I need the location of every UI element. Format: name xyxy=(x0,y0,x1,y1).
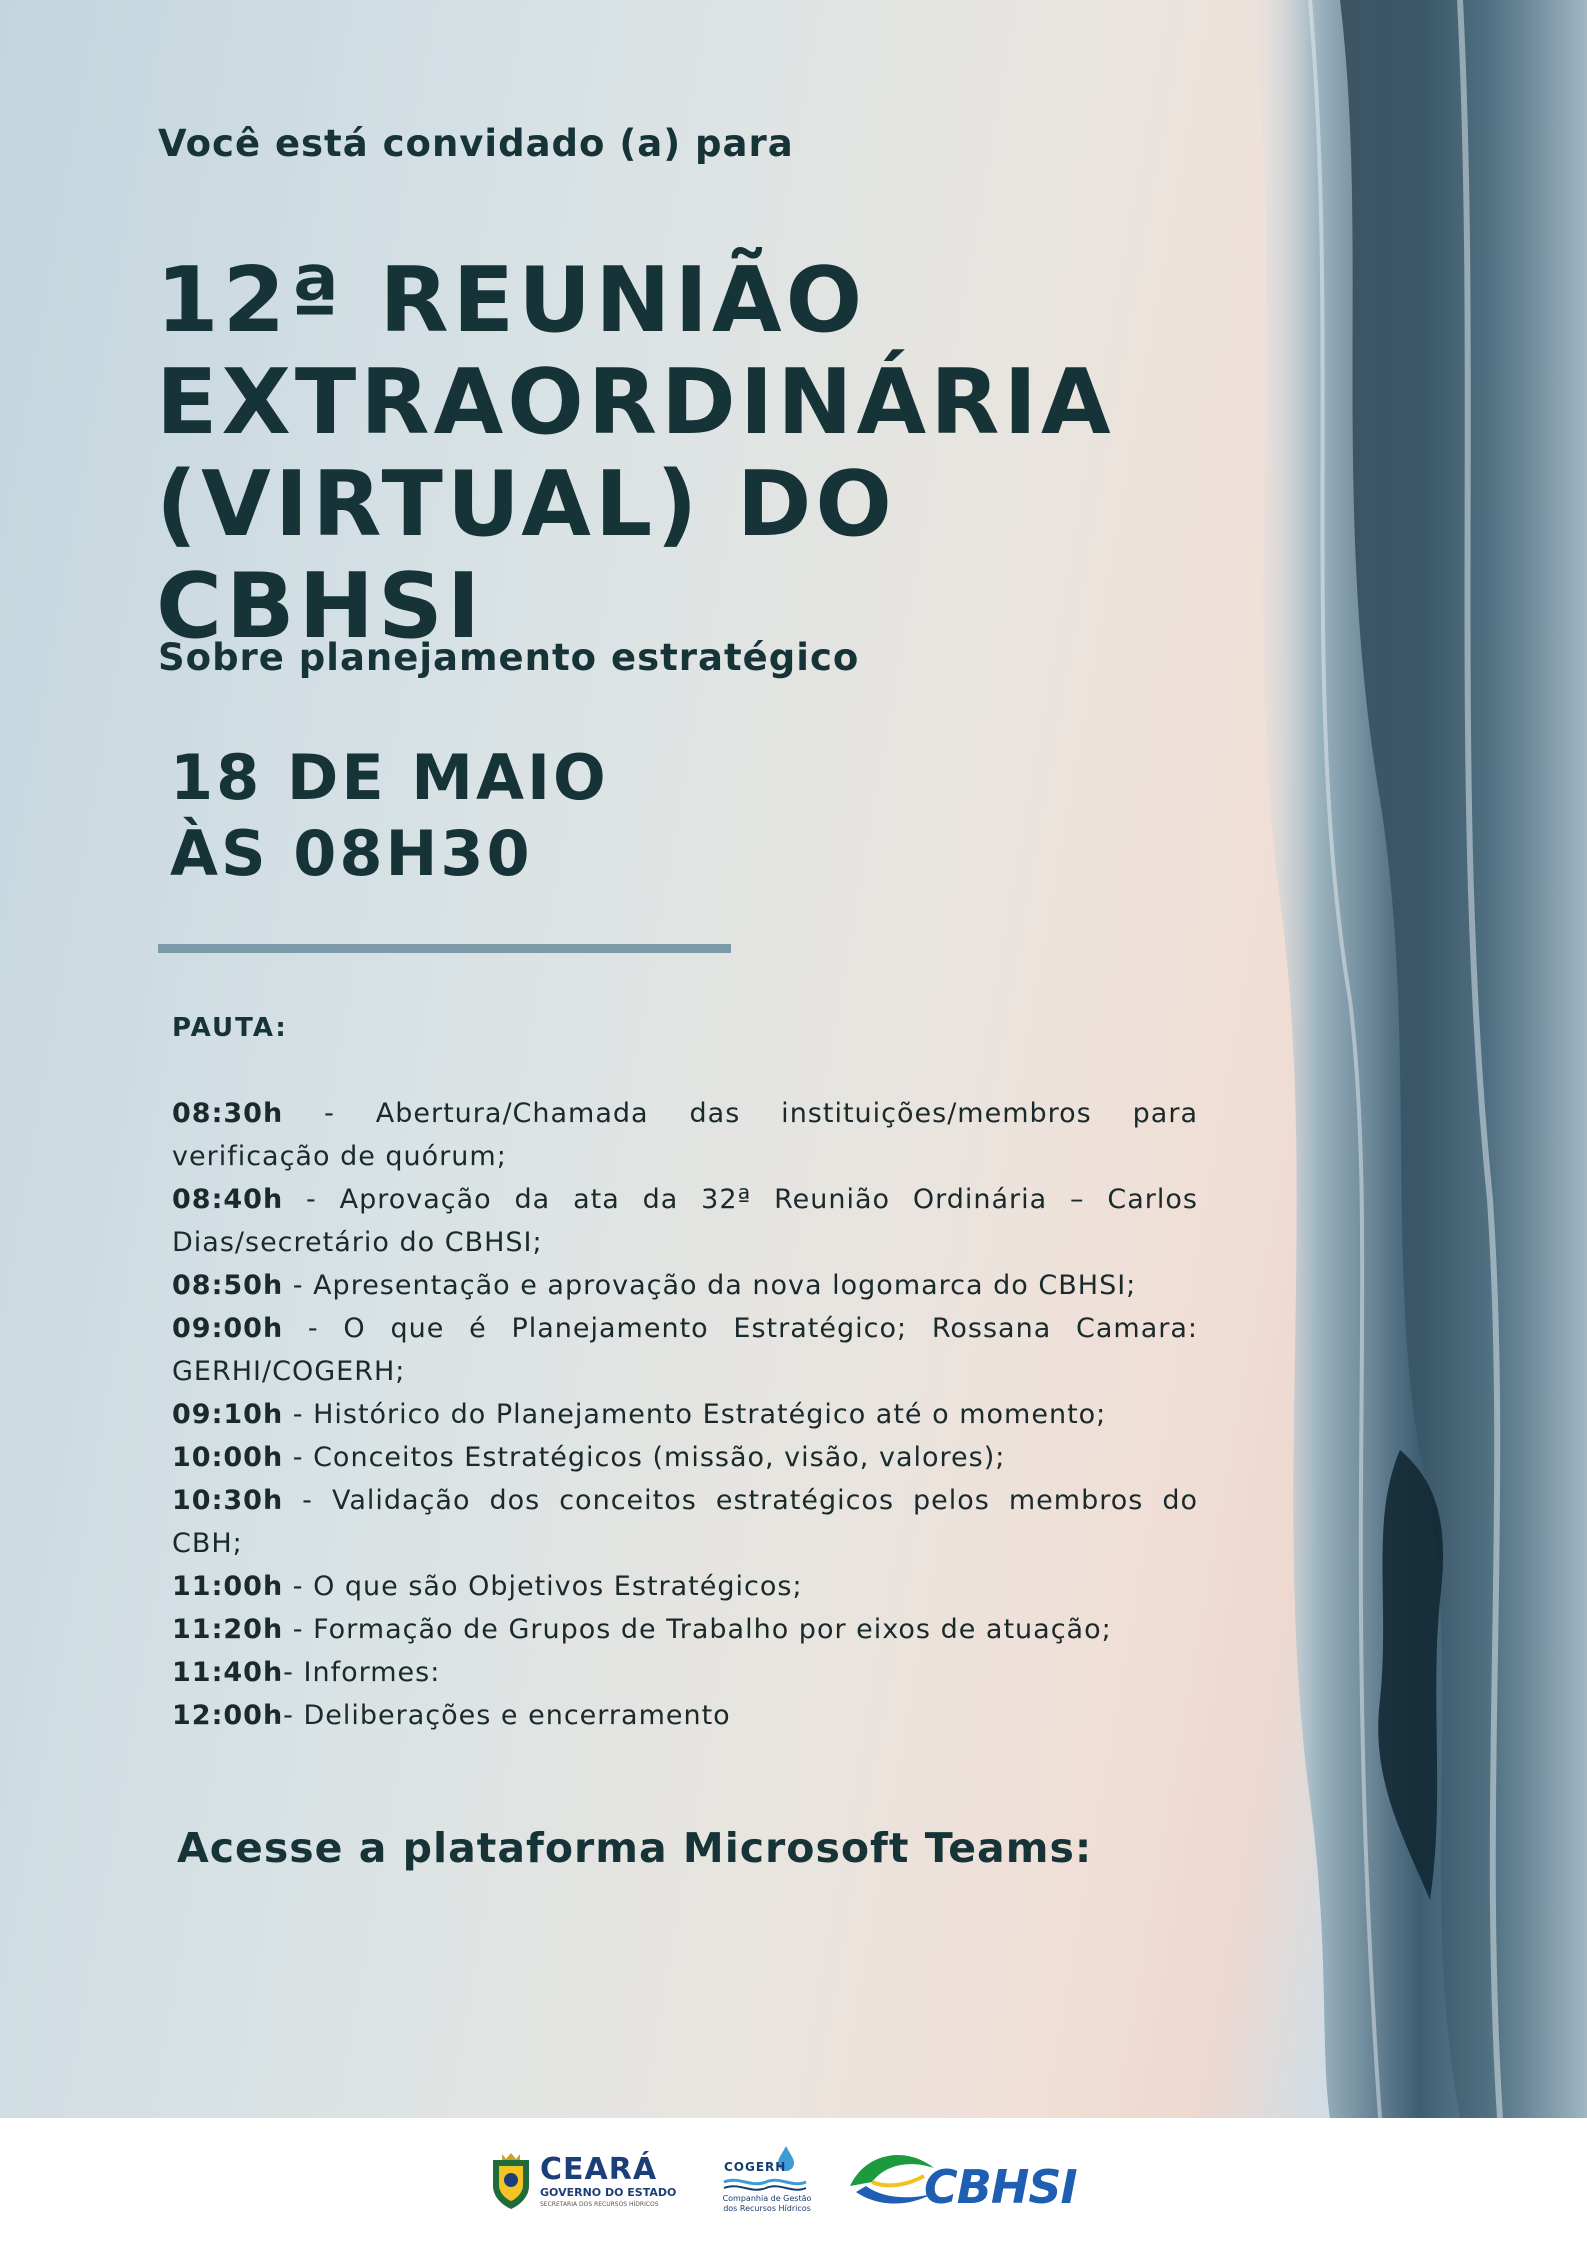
agenda-text: - Deliberações e encerramento xyxy=(283,1700,731,1731)
agenda-item xyxy=(172,1608,1198,1651)
cogerh-subtitle: Companhia de Gestão dos Recursos Hídricos xyxy=(722,2194,812,2213)
agenda-text: - Conceitos Estratégicos (missão, visão, valores); xyxy=(283,1442,1006,1473)
ceara-subtitle: GOVERNO DO ESTADO xyxy=(540,2186,677,2199)
agenda-text: - Histórico do Planejamento Estratégico até o momento; xyxy=(283,1399,1107,1430)
agenda-time: 11:00h xyxy=(172,1571,284,1602)
ceara-wordmark: CEARÁ xyxy=(540,2152,658,2187)
agenda-item xyxy=(172,1694,1198,1737)
title-line: (VIRTUAL) DO CBHSI xyxy=(156,452,896,659)
cogerh-logo xyxy=(720,2144,810,2220)
agenda-time: 10:30h xyxy=(172,1485,284,1516)
time-line: ÀS 08H30 xyxy=(170,817,533,890)
cogerh-wordmark: COGERH xyxy=(724,2160,787,2174)
section-divider xyxy=(158,944,731,953)
agenda-time: 08:40h xyxy=(172,1184,284,1215)
agenda-time: 09:10h xyxy=(172,1399,284,1430)
agenda-label: PAUTA: xyxy=(172,1013,288,1043)
agenda-time: 08:50h xyxy=(172,1270,284,1301)
agenda-text: - O que são Objetivos Estratégicos; xyxy=(283,1571,803,1602)
title-line: EXTRAORDINÁRIA xyxy=(156,350,1115,455)
agenda-time: 11:20h xyxy=(172,1614,284,1645)
agenda-text: - Aprovação da ata da 32ª Reunião Ordinária – Carlos Dias/secretário do CBHSI; xyxy=(172,1184,1198,1258)
meeting-title xyxy=(156,250,1236,658)
agenda-time: 11:40h xyxy=(172,1657,284,1688)
agenda-text: - O que é Planejamento Estratégico; Rossana Camara: GERHI/COGERH; xyxy=(172,1313,1198,1387)
meeting-subtitle: Sobre planejamento estratégico xyxy=(158,636,860,679)
agenda-time: 10:00h xyxy=(172,1442,284,1473)
meeting-date xyxy=(170,740,609,892)
ceara-government-logo xyxy=(490,2152,677,2212)
ceara-shield-icon xyxy=(490,2152,532,2210)
cbhsi-logo xyxy=(846,2146,1096,2220)
agenda-item xyxy=(172,1436,1198,1479)
agenda-time: 08:30h xyxy=(172,1098,284,1129)
agenda-item xyxy=(172,1178,1198,1264)
title-line: 12ª REUNIÃO xyxy=(156,248,867,353)
agenda-text: - Apresentação e aprovação da nova logomarca do CBHSI; xyxy=(283,1270,1137,1301)
invitation-intro: Você está convidado (a) para xyxy=(158,122,794,165)
agenda-time: 12:00h xyxy=(172,1700,284,1731)
agenda-text: - Validação dos conceitos estratégicos pelos membros do CBH; xyxy=(172,1485,1198,1559)
water-wave-image xyxy=(1230,0,1587,2118)
agenda-item xyxy=(172,1565,1198,1608)
ceara-secretariat: SECRETARIA DOS RECURSOS HÍDRICOS xyxy=(540,2201,659,2208)
teams-access-text: Acesse a plataforma Microsoft Teams: xyxy=(177,1824,1093,1872)
agenda-item xyxy=(172,1307,1198,1393)
agenda-item xyxy=(172,1264,1198,1307)
footer-logos xyxy=(0,2118,1587,2245)
cbhsi-wordmark: CBHSI xyxy=(924,2160,1077,2214)
agenda-item xyxy=(172,1092,1198,1178)
agenda-time: 09:00h xyxy=(172,1313,284,1344)
agenda-text: - Formação de Grupos de Trabalho por eixos de atuação; xyxy=(283,1614,1112,1645)
cbhsi-leaf-icon xyxy=(846,2146,936,2220)
agenda-item xyxy=(172,1651,1198,1694)
agenda-list xyxy=(172,1092,1198,1737)
agenda-text: - Informes: xyxy=(283,1657,441,1688)
date-line: 18 DE MAIO xyxy=(170,741,609,814)
agenda-text: - Abertura/Chamada das instituições/membros para verificação de quórum; xyxy=(172,1098,1198,1172)
agenda-item xyxy=(172,1393,1198,1436)
agenda-item xyxy=(172,1479,1198,1565)
